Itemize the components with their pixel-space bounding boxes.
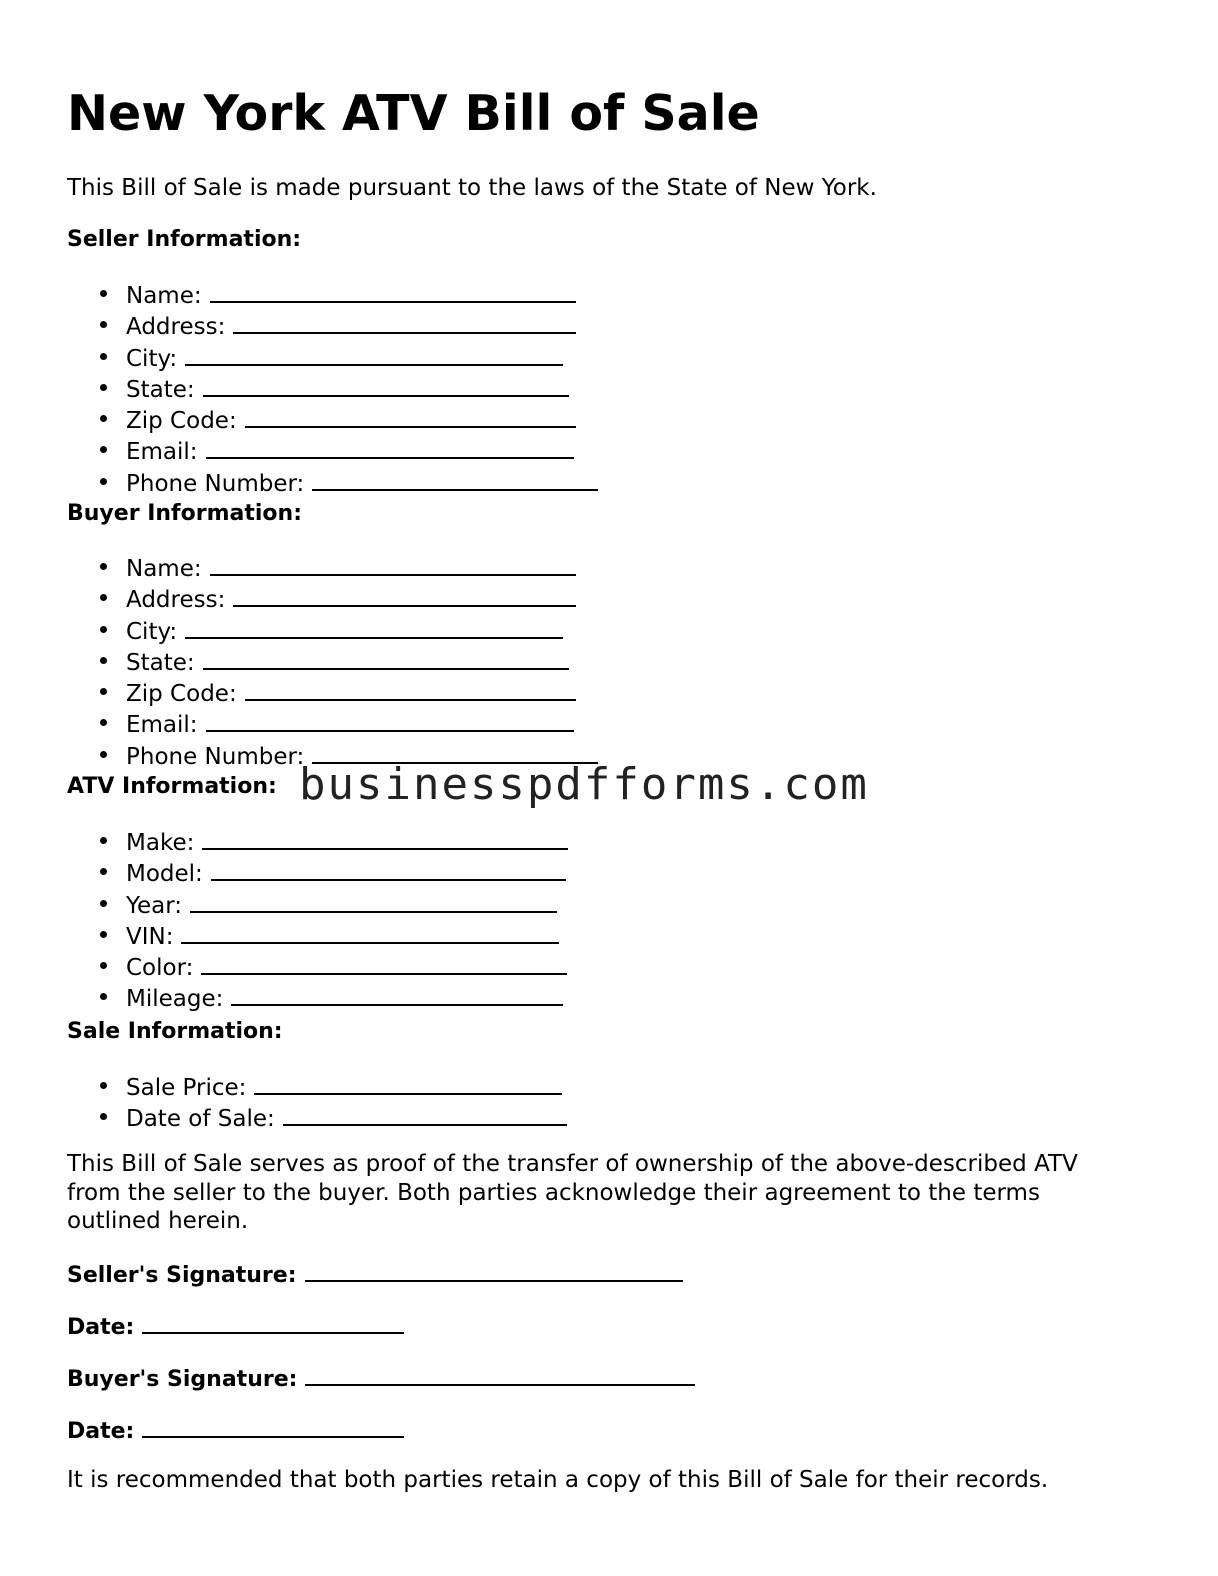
blank-line — [210, 552, 576, 576]
blank-line — [206, 435, 574, 459]
watermark-text: businesspdfforms.com — [299, 759, 869, 810]
seller-signature-line[interactable]: Seller's Signature: — [67, 1258, 683, 1290]
blank-line — [283, 1102, 567, 1126]
seller-date-line[interactable]: Date: — [67, 1310, 404, 1342]
blank-line — [211, 857, 566, 881]
buyer-city-field[interactable]: City: — [126, 615, 598, 646]
atv-year-field[interactable]: Year: — [126, 889, 568, 920]
buyer-date-line[interactable]: Date: — [67, 1414, 404, 1446]
seller-zip-field[interactable]: Zip Code: — [126, 404, 598, 435]
atv-vin-field[interactable]: VIN: — [126, 920, 568, 951]
blank-line — [312, 467, 598, 491]
buyer-heading: Buyer Information: — [67, 501, 302, 526]
blank-line — [190, 889, 557, 913]
blank-line — [233, 310, 576, 334]
blank-line — [206, 708, 574, 732]
seller-heading: Seller Information: — [67, 227, 302, 252]
sale-fields — [67, 1071, 567, 1134]
seller-state-field[interactable]: State: — [126, 373, 598, 404]
atv-model-field[interactable]: Model: — [126, 857, 568, 888]
atv-make-field[interactable]: Make: — [126, 826, 568, 857]
sale-heading: Sale Information: — [67, 1019, 283, 1044]
blank-line — [185, 342, 563, 366]
seller-fields — [67, 279, 598, 498]
blank-line — [203, 373, 569, 397]
buyer-email-field[interactable]: Email: — [126, 708, 598, 739]
buyer-zip-field[interactable]: Zip Code: — [126, 677, 598, 708]
blank-line — [202, 826, 568, 850]
blank-line — [305, 1258, 683, 1282]
seller-phone-field[interactable]: Phone Number: — [126, 467, 598, 498]
atv-fields — [67, 826, 568, 1014]
atv-mileage-field[interactable]: Mileage: — [126, 982, 568, 1013]
atv-color-field[interactable]: Color: — [126, 951, 568, 982]
seller-address-field[interactable]: Address: — [126, 310, 598, 341]
page-title: New York ATV Bill of Sale — [67, 85, 760, 142]
blank-line — [231, 982, 563, 1006]
transfer-statement: This Bill of Sale serves as proof of the transfer of ownership of the above-described ATV from the seller to the buyer. Both parties acknowledge their agreement to the terms outlined herein. — [67, 1151, 1078, 1234]
seller-name-field[interactable]: Name: — [126, 279, 598, 310]
buyer-fields — [67, 552, 598, 771]
closing-note: It is recommended that both parties retain a copy of this Bill of Sale for their records. — [67, 1467, 1049, 1493]
buyer-phone-field[interactable]: Phone Number: — [126, 740, 598, 771]
buyer-signature-line[interactable]: Buyer's Signature: — [67, 1362, 695, 1394]
buyer-name-field[interactable]: Name: — [126, 552, 598, 583]
atv-heading: ATV Information: — [67, 774, 277, 799]
sale-price-field[interactable]: Sale Price: — [126, 1071, 567, 1102]
seller-city-field[interactable]: City: — [126, 342, 598, 373]
sale-date-field[interactable]: Date of Sale: — [126, 1102, 567, 1133]
blank-line — [245, 404, 576, 428]
blank-line — [201, 951, 567, 975]
blank-line — [254, 1071, 562, 1095]
blank-line — [210, 279, 576, 303]
buyer-address-field[interactable]: Address: — [126, 583, 598, 614]
blank-line — [233, 583, 576, 607]
blank-line — [142, 1310, 404, 1334]
buyer-state-field[interactable]: State: — [126, 646, 598, 677]
blank-line — [185, 615, 563, 639]
blank-line — [203, 646, 569, 670]
intro-text: This Bill of Sale is made pursuant to the laws of the State of New York. — [67, 175, 877, 201]
blank-line — [305, 1362, 695, 1386]
blank-line — [181, 920, 559, 944]
seller-email-field[interactable]: Email: — [126, 435, 598, 466]
blank-line — [245, 677, 576, 701]
blank-line — [142, 1414, 404, 1438]
